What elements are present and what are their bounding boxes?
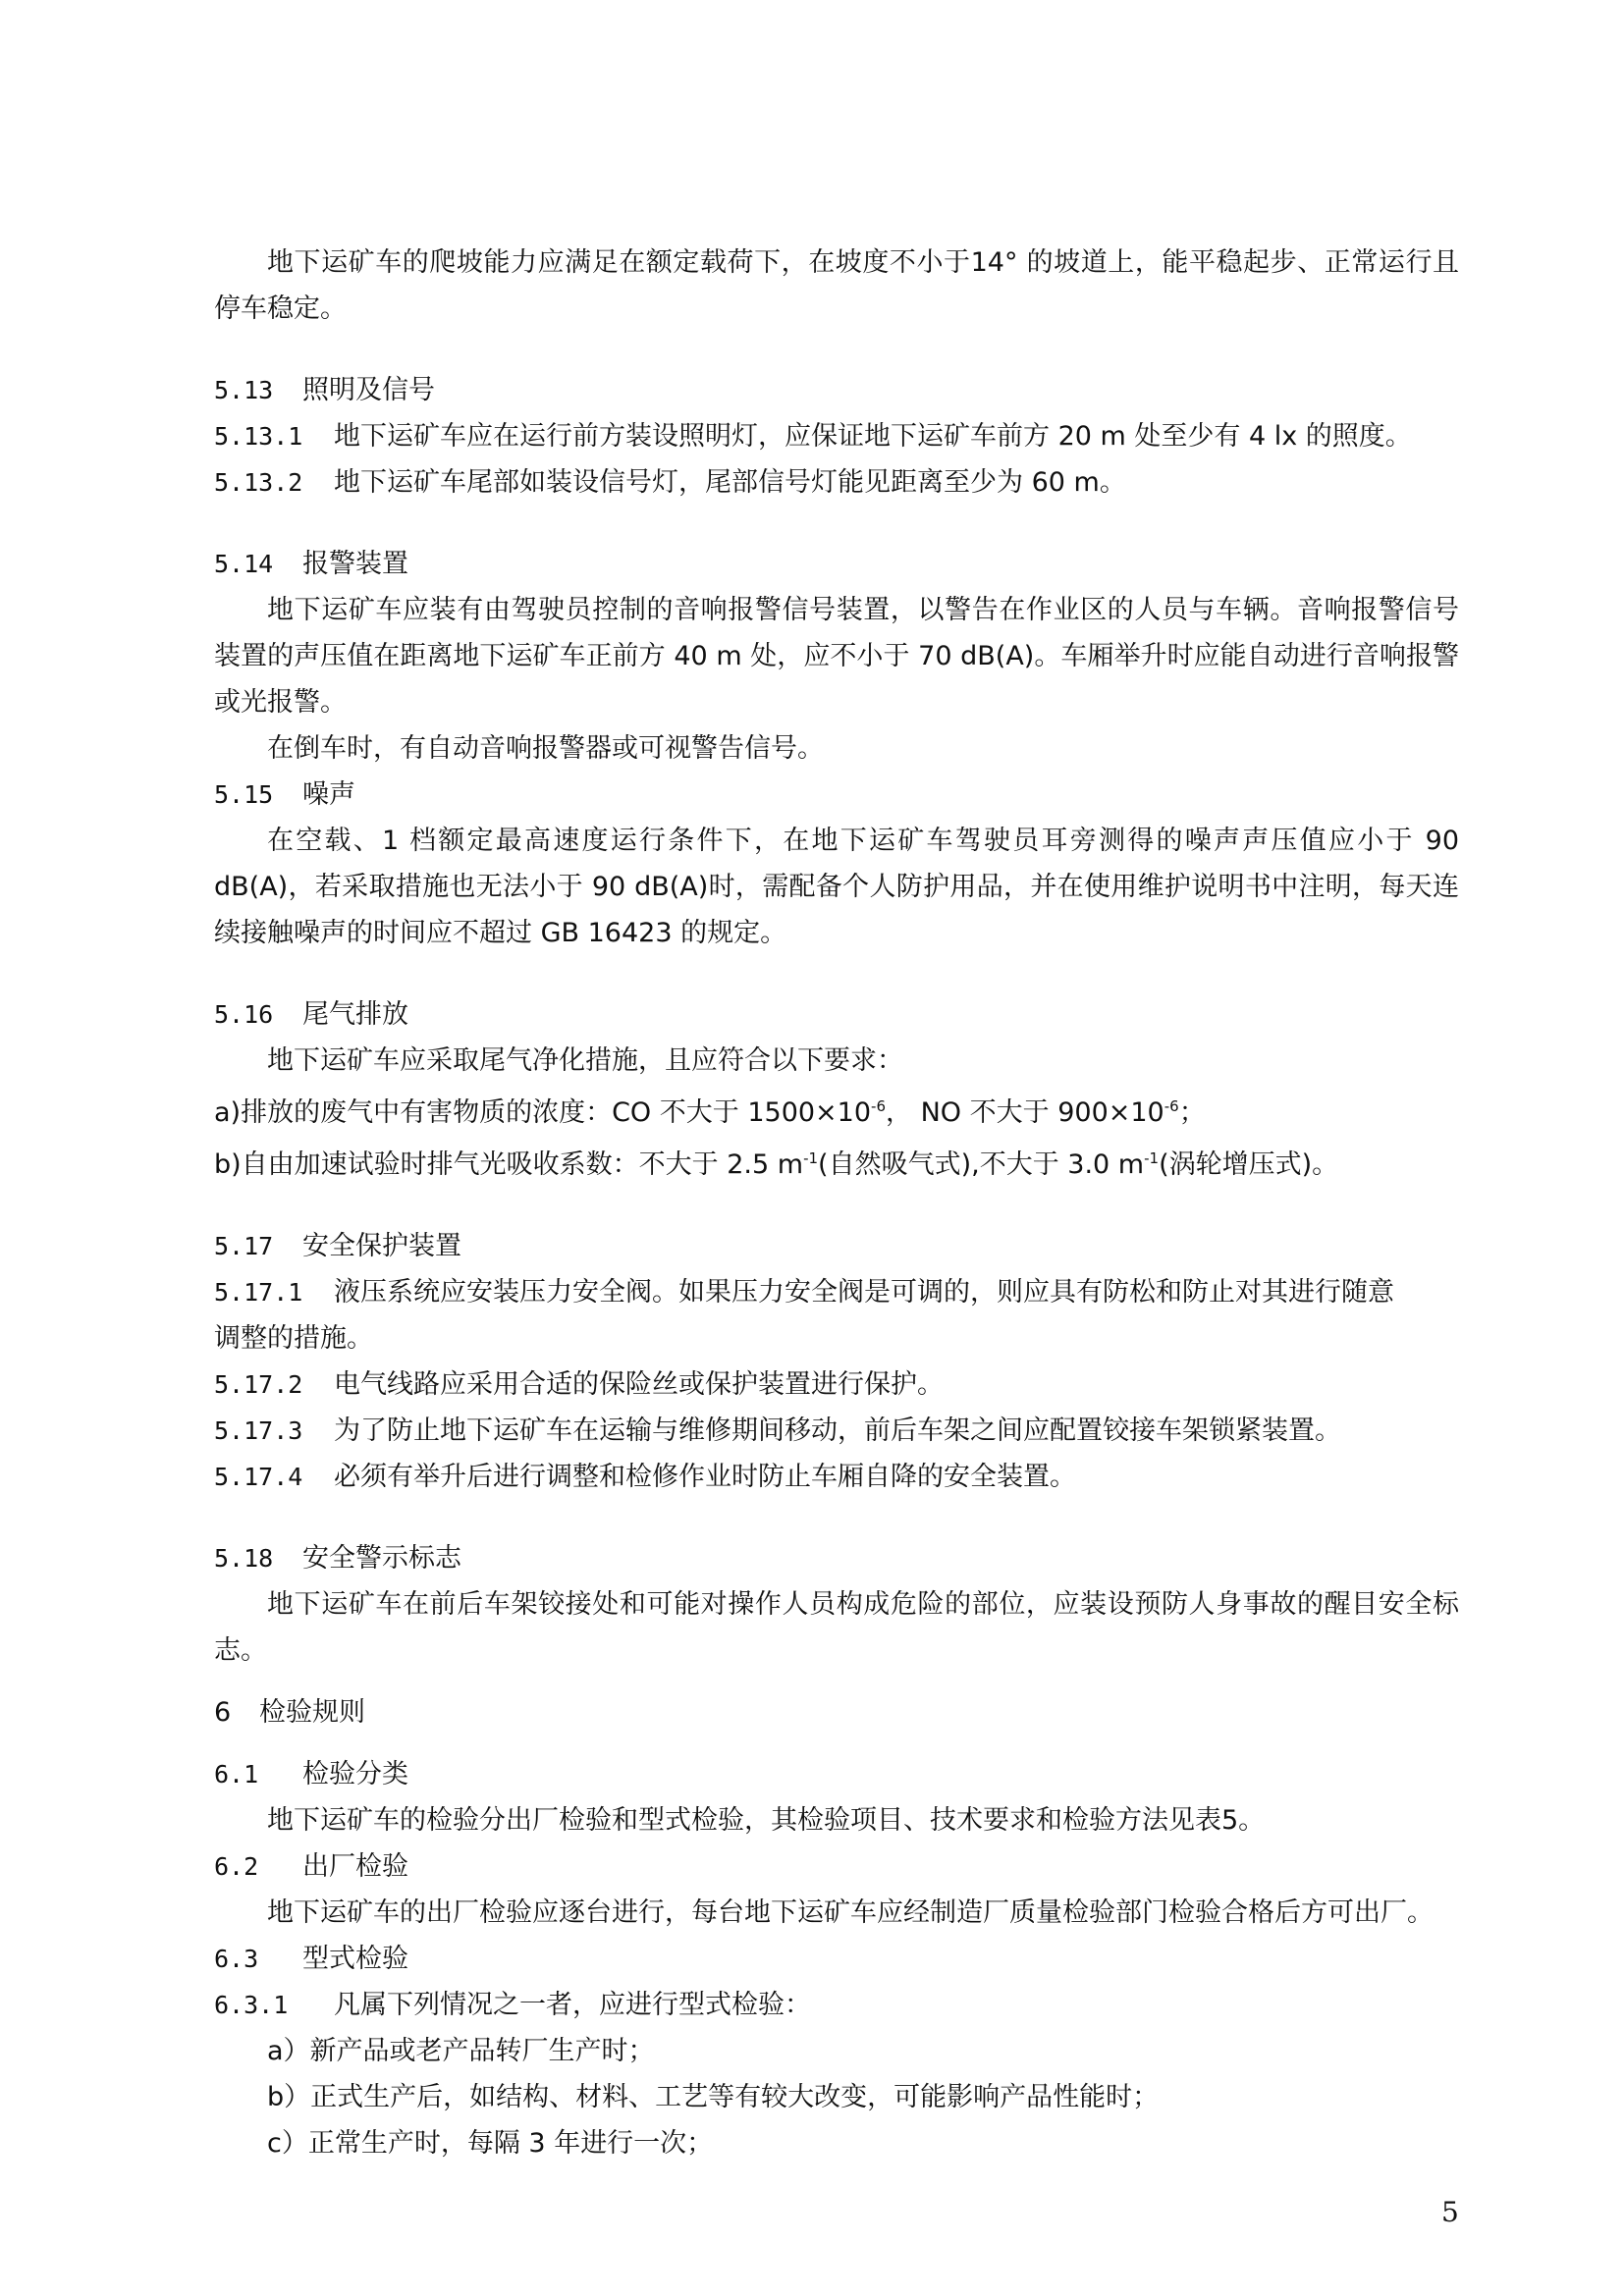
section-title: 安全警示标志 xyxy=(302,1543,461,1574)
section-title: 报警装置 xyxy=(302,549,408,579)
section-number: 5.13 xyxy=(214,376,274,404)
paragraph-reverse-alarm: 在倒车时，有自动音响报警器或可视警告信号。 xyxy=(267,733,824,764)
paragraph-noise: 在空载、1 档额定最高速度运行条件下，在地下运矿车驾驶员耳旁测得的噪声声压值应小于 90 dB(A)，若采取措施也无法小于 90 dB(A)时，需配备个人防护用品，并在使用维护说明书中注明，每天连续接触噪声的时间应不超过 GB 16423 的规定。 xyxy=(214,826,1459,948)
heading-5-15 xyxy=(214,772,1459,818)
section-number: 6.3 xyxy=(214,1945,259,1973)
heading-6-3 xyxy=(214,1936,1459,1982)
list-item-exhaust-a: a)排放的废气中有害物质的浓度：CO 不大于 $1500\times 10^{-6}$， NO 不大于 $900\times 10^{-6}$； xyxy=(214,1097,1206,1128)
section-title: 安全保护装置 xyxy=(302,1231,461,1261)
section-title: 噪声 xyxy=(302,779,355,810)
section-number: 5.17 xyxy=(214,1232,274,1260)
heading-6-1 xyxy=(214,1751,1459,1797)
clause-5-17-1-continued: 调整的措施。 xyxy=(214,1323,373,1354)
clause-6-3-1 xyxy=(214,1982,1459,2028)
clause-5-13-2 xyxy=(214,459,1459,506)
clause-number: 5.17.2 xyxy=(214,1370,303,1399)
heading-5-16 xyxy=(214,991,1459,1038)
clause-number: 5.13.1 xyxy=(214,422,303,451)
paragraph-alarm: 地下运矿车应装有由驾驶员控制的音响报警信号装置，以警告在作业区的人员与车辆。音响报警信号装置的声压值在距离地下运矿车正前方 40 m 处，应不小于 70 dB(A)。车厢举升时应能自动进行音响报警或光报警。 xyxy=(214,595,1459,718)
section-number: 5.16 xyxy=(214,1000,274,1029)
clause-5-17-2 xyxy=(214,1362,1459,1408)
heading-5-18 xyxy=(214,1535,1459,1581)
clause-text: 电气线路应采用合适的保险丝或保护装置进行保护。 xyxy=(334,1369,944,1400)
clause-number: 5.17.4 xyxy=(214,1463,303,1491)
clause-text: 凡属下列情况之一者，应进行型式检验： xyxy=(334,1990,811,2020)
section-number: 6.2 xyxy=(214,1852,259,1881)
clause-number: 5.17.1 xyxy=(214,1278,303,1307)
list-item-type-test-c: c）正常生产时，每隔 3 年进行一次； xyxy=(267,2128,714,2159)
paragraph-climbing: 地下运矿车的爬坡能力应满足在额定载荷下，在坡度不小于14° 的坡道上，能平稳起步、正常运行且停车稳定。 xyxy=(214,247,1459,324)
section-title: 型式检验 xyxy=(302,1944,408,1974)
clause-5-17-1 xyxy=(214,1269,1459,1315)
chapter-title: 检验规则 xyxy=(259,1697,365,1728)
chapter-number: 6 xyxy=(214,1697,232,1728)
page-body xyxy=(214,240,1459,2166)
paragraph-inspection-types: 地下运矿车的检验分出厂检验和型式检验，其检验项目、技术要求和检验方法见表5。 xyxy=(267,1805,1266,1836)
clause-text: 地下运矿车尾部如装设信号灯，尾部信号灯能见距离至少为 60 m。 xyxy=(334,467,1126,498)
heading-5-17 xyxy=(214,1223,1459,1269)
clause-text: 为了防止地下运矿车在运输与维修期间移动，前后车架之间应配置铰接车架锁紧装置。 xyxy=(334,1415,1341,1446)
section-number: 6.1 xyxy=(214,1760,259,1789)
section-title: 尾气排放 xyxy=(302,999,408,1030)
list-item-type-test-b: b）正式生产后，如结构、材料、工艺等有较大改变，可能影响产品性能时； xyxy=(267,2082,1160,2112)
section-number: 5.18 xyxy=(214,1544,274,1573)
clause-text: 地下运矿车应在运行前方装设照明灯，应保证地下运矿车前方 20 m 处至少有 4 lx 的照度。 xyxy=(334,421,1412,452)
chapter-heading-6 xyxy=(214,1689,1459,1735)
clause-text: 必须有举升后进行调整和检修作业时防止车厢自降的安全装置。 xyxy=(334,1462,1076,1492)
clause-text: 液压系统应安装压力安全阀。如果压力安全阀是可调的，则应具有防松和防止对其进行随意 xyxy=(334,1277,1394,1308)
clause-5-13-1 xyxy=(214,413,1459,459)
clause-5-17-4 xyxy=(214,1454,1459,1500)
clause-5-17-3 xyxy=(214,1408,1459,1454)
clause-number: 5.13.2 xyxy=(214,468,303,497)
paragraph-warning-signs: 地下运矿车在前后车架铰接处和可能对操作人员构成危险的部位，应装设预防人身事故的醒目安全标志。 xyxy=(214,1589,1459,1666)
clause-number: 6.3.1 xyxy=(214,1991,289,2019)
clause-number: 5.17.3 xyxy=(214,1416,303,1445)
section-title: 出厂检验 xyxy=(302,1851,408,1882)
heading-6-2 xyxy=(214,1843,1459,1890)
paragraph-factory-inspection: 地下运矿车的出厂检验应逐台进行，每台地下运矿车应经制造厂质量检验部门检验合格后方可出厂。 xyxy=(267,1897,1434,1928)
section-number: 5.15 xyxy=(214,780,274,809)
heading-5-13 xyxy=(214,367,1459,413)
page-number: 5 xyxy=(1441,2196,1459,2228)
section-number: 5.14 xyxy=(214,550,274,578)
section-title: 照明及信号 xyxy=(302,375,435,405)
list-item-type-test-a: a）新产品或老产品转厂生产时； xyxy=(267,2036,655,2066)
section-title: 检验分类 xyxy=(302,1759,408,1789)
paragraph-exhaust: 地下运矿车应采取尾气净化措施，且应符合以下要求： xyxy=(267,1045,903,1076)
heading-5-14 xyxy=(214,541,1459,587)
list-item-exhaust-b: b)自由加速试验时排气光吸收系数：不大于 2.5 $m^{-1}$(自然吸气式),不大于 3.0 $m^{-1}$(涡轮增压式)。 xyxy=(214,1149,1339,1180)
